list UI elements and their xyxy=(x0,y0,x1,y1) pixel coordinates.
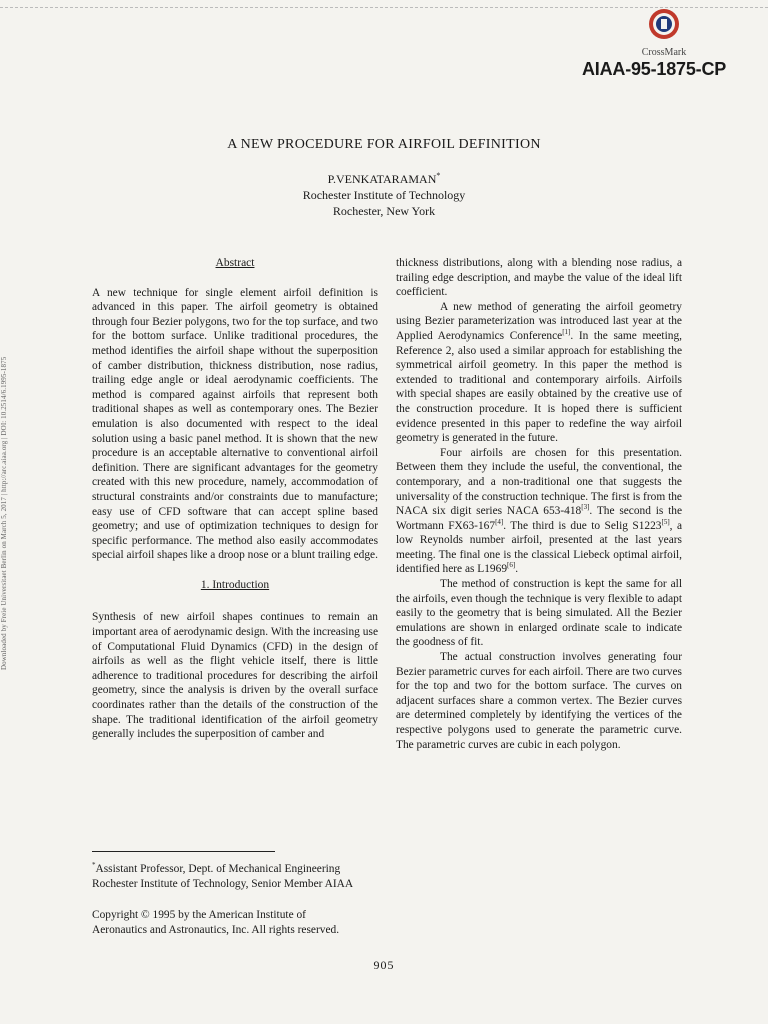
footnote-line-2: Rochester Institute of Technology, Senior Member AIAA xyxy=(92,878,354,890)
right-column xyxy=(396,256,682,752)
abstract-text: A new technique for single element airfoil definition is advanced in this paper. The airfoil geometry is obtained through four Bezier polygons, two for the top surface, and two for the bottom surface. Unlike traditional procedures, the method identifies the airfoil shape without the superposition of camber distribution, thickness distribution, nose radius, trailing edge angle or ideal aerodynamic coefficients. The method is compared against airfoils that represent both traditional shapes as well as contemporary ones. The Bezier emulation is also documented with respect to the ideal solution using a basic panel method. It is shown that the new procedure is an acceptable alternative to conventional airfoil definition. There are significant advantages for the geometry created with this new procedure, namely, accommodation of structural constraints and/or constraints due to manufacture; easy use of CFD software that can accept spline based geometry; and use of optimization techniques to design for specific performance. The method also easily accommodates special airfoil shapes like a droop nose or a blunt trailing edge. xyxy=(92,286,378,562)
footnote-line-1: *Assistant Professor, Dept. of Mechanical Engineering xyxy=(92,861,341,875)
introduction-heading: 1. Introduction xyxy=(200,578,270,591)
crossmark-label[interactable]: CrossMark xyxy=(641,47,687,58)
left-column xyxy=(92,256,378,742)
download-stamp xyxy=(0,300,12,670)
intro-paragraph-4: The method of construction is kept the same for all the airfoils, even though the technique is very flexible to adapt easily to the geometry that is being simulated. All the Bezier emulations are shown in enlarged ordinate scale to indicate the goodness of fit. xyxy=(396,578,682,649)
author-location: Rochester, New York xyxy=(332,204,436,218)
ref-4: [4] xyxy=(495,517,504,526)
author-mark: * xyxy=(436,171,441,180)
ref-1: [1] xyxy=(562,328,571,337)
download-stamp-text: Downloaded by Freie Universitaet Berlin on March 5, 2017 | http://arc.aiaa.org | DOI: 10.2514/6.1995-1875 xyxy=(0,356,8,670)
author-name: P.VENKATARAMAN* xyxy=(327,171,441,186)
footnote-rule xyxy=(92,851,275,852)
paper-title: A NEW PROCEDURE FOR AIRFOIL DEFINITION xyxy=(227,137,541,152)
footnote-mark: * xyxy=(92,861,96,870)
copyright-notice xyxy=(92,908,402,938)
copyright-line-1: Copyright © 1995 by the American Institute of xyxy=(92,909,306,921)
intro-paragraph-1-continued: thickness distributions, along with a blending nose radius, a trailing edge description, and maybe the value of the ideal lift coefficient. xyxy=(396,257,682,299)
intro-paragraph-5: The actual construction involves generating four Bezier parametric curves for each airfoil. There are two curves for the top and two for the bottom surface. The curves on adjacent surfaces share a common vertex. The Bezier curves are determined completely by identifying the vertices of the respective polygons used to generate the parametric curve. The parametric curves are cubic in each polygon. xyxy=(396,651,682,751)
ref-6: [6] xyxy=(507,561,516,570)
copyright-line-2: Aeronautics and Astronautics, Inc. All rights reserved. xyxy=(92,924,340,936)
ref-5: [5] xyxy=(661,517,670,526)
intro-paragraph-1: Synthesis of new airfoil shapes continues to remain an important area of aerodynamic design. With the increasing use of Computational Fluid Dynamics (CFD) in the design of airfoils as well as the flight vehicle itself, there is little adherence to traditional procedures for describing the airfoil geometry, since the analysis is driven by the overall surface coordinates rather than the details of the construction of the shape. The traditional identification of the airfoil geometry generally includes the superposition of camber and xyxy=(92,611,378,741)
page-number: 905 xyxy=(373,958,395,972)
crossmark-icon[interactable] xyxy=(648,8,680,40)
intro-paragraph-2: A new method of generating the airfoil geometry using Bezier parameterization was introduced last year at the Applied Aerodynamics Conference[1]. In the same meeting, Reference 2, also used a similar approach for establishing the symmetrical airfoil geometry. In this paper the method is extended to traditional and contemporary airfoils. Airfoils with special shapes are easily obtained by the creative use of the construction procedure. It is hoped there is sufficient evidence presented in this paper to redefine the way airfoil geometry is generated in the future. xyxy=(396,300,682,445)
ref-3: [3] xyxy=(581,503,590,512)
footnote xyxy=(92,862,402,892)
author-block xyxy=(0,171,768,219)
author-institution: Rochester Institute of Technology xyxy=(302,188,466,202)
abstract-heading: Abstract xyxy=(215,257,255,269)
paper-code: AIAA-95-1875-CP xyxy=(582,59,727,79)
intro-paragraph-3: Four airfoils are chosen for this presentation. Between them they include the useful, the conventional, the contemporary, and a non-traditional one that suggests the universality of the construction technique. The first is from the NACA six digit series NACA 653-418[3]. The second is the Wortmann FX63-167[4]. The third is due to Selig S1223[5], a low Reynolds number airfoil, presented at the last years meeting. The final one is the classical Liebeck optimal airfoil, identified here as L1969[6]. xyxy=(396,446,683,576)
